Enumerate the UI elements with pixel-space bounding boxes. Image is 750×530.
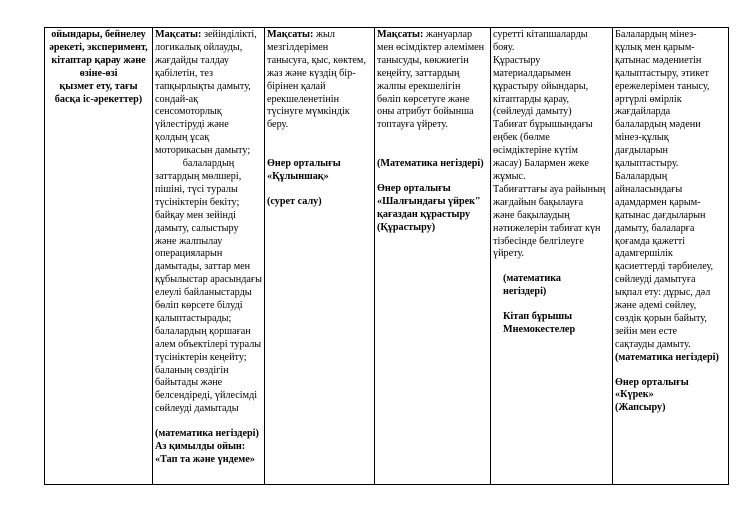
text-line: айналасындағы xyxy=(615,183,683,195)
text-line: және әдемі сөйлеу, xyxy=(615,300,697,312)
goal-line: дамыту, салыстыру xyxy=(155,222,239,234)
text-line: Балалардың мінез- xyxy=(615,29,697,40)
text-line: қасиеттерді тәрбиелеу, xyxy=(615,261,714,273)
goal-line: әлем объектілері туралы xyxy=(155,338,262,350)
goal-line: логикалық ойлауды, xyxy=(155,41,243,53)
goal-line: баланың сөздігін xyxy=(155,364,229,376)
activity-types-cell xyxy=(45,28,153,485)
activity-types-line: қызмет ету, тағы xyxy=(59,80,138,92)
spacer xyxy=(267,132,372,158)
spacer xyxy=(493,299,610,311)
text-line: суретті кітапшаларды xyxy=(493,29,588,40)
text-line: қатынас мәдениетін xyxy=(615,54,702,66)
spacer xyxy=(493,261,610,273)
text-line: Балалардың xyxy=(615,170,668,182)
monday-cell xyxy=(153,28,265,485)
goal-text: жыл xyxy=(313,29,335,40)
text-line: тізбесінде белгілеуге xyxy=(493,235,584,247)
game-name: «Тап та және үндеме» xyxy=(155,454,255,465)
spacer xyxy=(377,132,488,158)
text-line: қалыптастыру, этикет xyxy=(615,67,709,79)
text-line: құлық мен қарым- xyxy=(615,41,695,53)
goal-line: елеулі байланыстарды xyxy=(155,287,252,299)
goal-line: белсендіреді, үйлесімді xyxy=(155,390,258,402)
text-line: адамгершілік xyxy=(615,248,673,260)
math-tag: (Математика негіздері) xyxy=(377,158,484,170)
thursday-cell xyxy=(491,28,613,485)
text-line: (сөйлеуді дамыту) xyxy=(493,106,572,118)
center-task: қағаздан құрастыру xyxy=(377,208,471,220)
goal-line: байытады және xyxy=(155,377,223,389)
activity-types-line: басқа іс-әрекеттер) xyxy=(54,93,143,105)
text-line: Құрастыру xyxy=(493,54,541,66)
goal-line: жалпы ерекшелігін xyxy=(377,80,461,92)
goal-line: заттардың мөлшері, xyxy=(155,170,242,182)
goal-line: үйлестіруді және xyxy=(155,119,229,131)
goal-line: тапқырлықты дамыту, xyxy=(155,80,251,92)
goal-line: байқау мен зейінді xyxy=(155,209,237,221)
text-line: жағдайларда xyxy=(615,106,671,118)
goal-line: дамытады, заттар мен xyxy=(155,261,251,273)
activity-types-line: ойындары, бейнелеу xyxy=(51,29,146,40)
text-line: жағдайын бақылауға xyxy=(493,196,584,208)
text-line: құрастыру ойындары, xyxy=(493,80,589,92)
goal-line: мезгілдерімен xyxy=(267,41,329,53)
activity-types-line: өзіне-өзі xyxy=(79,67,118,79)
goal-line xyxy=(377,29,488,42)
goal-line: түсінуге мүмкіндік xyxy=(267,106,350,118)
table-row xyxy=(45,28,729,485)
book-corner-title: Кітап бұрышы xyxy=(503,311,573,323)
goal-line: бөліп көрсетуге және xyxy=(377,93,470,105)
goal-line: топтауға үйрету. xyxy=(377,119,448,131)
text-line: қатынас дағдыларын xyxy=(615,209,706,221)
text-line: адамдармен қарым- xyxy=(615,196,701,208)
goal-line: бірінен қалай xyxy=(267,80,326,92)
text-line: мінез-құлық xyxy=(615,132,669,144)
text-line: сөздік қорын байыту, xyxy=(615,312,707,324)
activity-types-line: әрекеті, эксперимент, xyxy=(49,41,148,53)
goal-text: жануарлар xyxy=(423,29,473,40)
center-name: «Күрек» xyxy=(615,389,654,401)
text-line: зейін мен есте xyxy=(615,325,678,337)
text-line: сөйлеуді дамытуға xyxy=(615,274,696,286)
goal-line: балалардың xyxy=(182,158,235,170)
goal-line: жаз және күздің бір- xyxy=(267,67,356,79)
text-line: нәтижелерін табиғат күн xyxy=(493,222,601,234)
goal-line: сондай-ақ xyxy=(155,93,199,105)
goal-label: Мақсаты: xyxy=(155,29,202,40)
spacer xyxy=(615,365,726,377)
text-line: дамыту, балаларға xyxy=(615,222,695,234)
goal-line xyxy=(267,29,372,42)
center-title: Өнер орталығы xyxy=(615,376,689,388)
tuesday-cell xyxy=(265,28,375,485)
goal-line: балалардың қоршаған xyxy=(155,325,251,337)
goal-line: моторикасын дамыту; xyxy=(155,145,251,157)
goal-line: қабілетін, тез xyxy=(155,67,214,79)
lesson-plan-table xyxy=(44,27,729,485)
center-title: Өнер орталығы xyxy=(267,158,341,170)
wednesday-cell xyxy=(375,28,491,485)
friday-cell xyxy=(613,28,729,485)
goal-line: қолдың ұсақ xyxy=(155,132,210,144)
activity-type: (Құрастыру) xyxy=(377,221,436,233)
goal-line: беру. xyxy=(267,119,289,131)
math-tag: (математика негіздері) xyxy=(155,428,259,440)
goal-line: пішіні, түсі туралы xyxy=(155,183,238,195)
center-name: «Шалғындағы үйрек" xyxy=(377,196,481,208)
activity-types-line: кітаптар қарау және xyxy=(51,54,146,66)
center-title: Өнер орталығы xyxy=(377,183,451,195)
text-line: және бақылаудың xyxy=(493,209,570,221)
text-line: өсімдіктеріне күтім xyxy=(493,145,578,157)
text-line: ықпал ету: дұрыс, дәл xyxy=(615,287,711,299)
activity-type: (Жапсыру) xyxy=(615,402,666,414)
math-tag: негіздері) xyxy=(503,286,547,298)
text-line: үйрету. xyxy=(493,248,525,260)
goal-line: жағдайды талдау xyxy=(155,54,230,66)
text-line: балалардың мәдени xyxy=(615,119,701,131)
math-tag: (математика xyxy=(503,273,562,285)
text-line: материалдарымен xyxy=(493,67,571,79)
goal-line: танысуды, көкжиегін xyxy=(377,54,469,66)
goal-line: кеңейту, заттардың xyxy=(377,67,460,79)
text-line: дағдыларын xyxy=(615,145,668,157)
goal-label: Мақсаты: xyxy=(267,29,314,40)
goal-line: құбылыстар арасындағы xyxy=(155,274,262,286)
goal-label: Мақсаты: xyxy=(377,29,424,40)
text-line: қоғамда қажетті xyxy=(615,235,686,247)
spacer xyxy=(377,171,488,183)
game-title: Аз қимылды ойын: xyxy=(155,441,246,453)
math-tag: (математика негіздері) xyxy=(615,351,719,363)
spacer xyxy=(267,184,372,196)
goal-line: түсініктерін кеңейту; xyxy=(155,351,247,363)
goal-line: бөліп көрсете білуді xyxy=(155,300,243,312)
goal-text: зейінділікті, xyxy=(201,29,257,40)
spacer xyxy=(155,416,262,428)
text-line: ережелерімен танысу, xyxy=(615,80,710,92)
text-line: Табиғат бұрышындағы xyxy=(493,119,593,131)
goal-line: ерекшеленетінін xyxy=(267,93,340,105)
goal-line: танысуға, қыс, көктем, xyxy=(267,54,366,66)
text-line: жасау) Балармен жеке xyxy=(493,158,589,170)
goal-line: мен өсімдіктер әлемімен xyxy=(377,41,485,53)
text-line: әртүрлі өмірлік xyxy=(615,93,682,105)
goal-line: түсініктерін бекіту; xyxy=(155,196,240,208)
goal-line: қалыптастырады; xyxy=(155,312,232,324)
text-line: еңбек (бөлме xyxy=(493,132,550,144)
goal-line: операцияларын xyxy=(155,248,223,260)
goal-line: сенсомоторлық xyxy=(155,106,222,118)
center-name: «Құлыншақ» xyxy=(267,171,329,183)
goal-line xyxy=(155,29,262,42)
text-line: Табиғаттағы ауа райының xyxy=(493,183,606,195)
text-line: жұмыс. xyxy=(493,170,526,182)
text-line: сақтауды дамыту. xyxy=(615,338,691,350)
text-line: кітаптарды қарау, xyxy=(493,93,570,105)
text-line: қалыптастыру. xyxy=(615,158,679,170)
activity-type: (сурет салу) xyxy=(267,196,322,208)
text-line: бояу. xyxy=(493,41,515,53)
goal-line: сөйлеуді дамытады xyxy=(155,403,239,415)
goal-line: және жалпылау xyxy=(155,235,223,247)
book-corner-activity: Мнемокестелер xyxy=(503,324,576,336)
goal-line: оны атрибут бойынша xyxy=(377,106,474,118)
